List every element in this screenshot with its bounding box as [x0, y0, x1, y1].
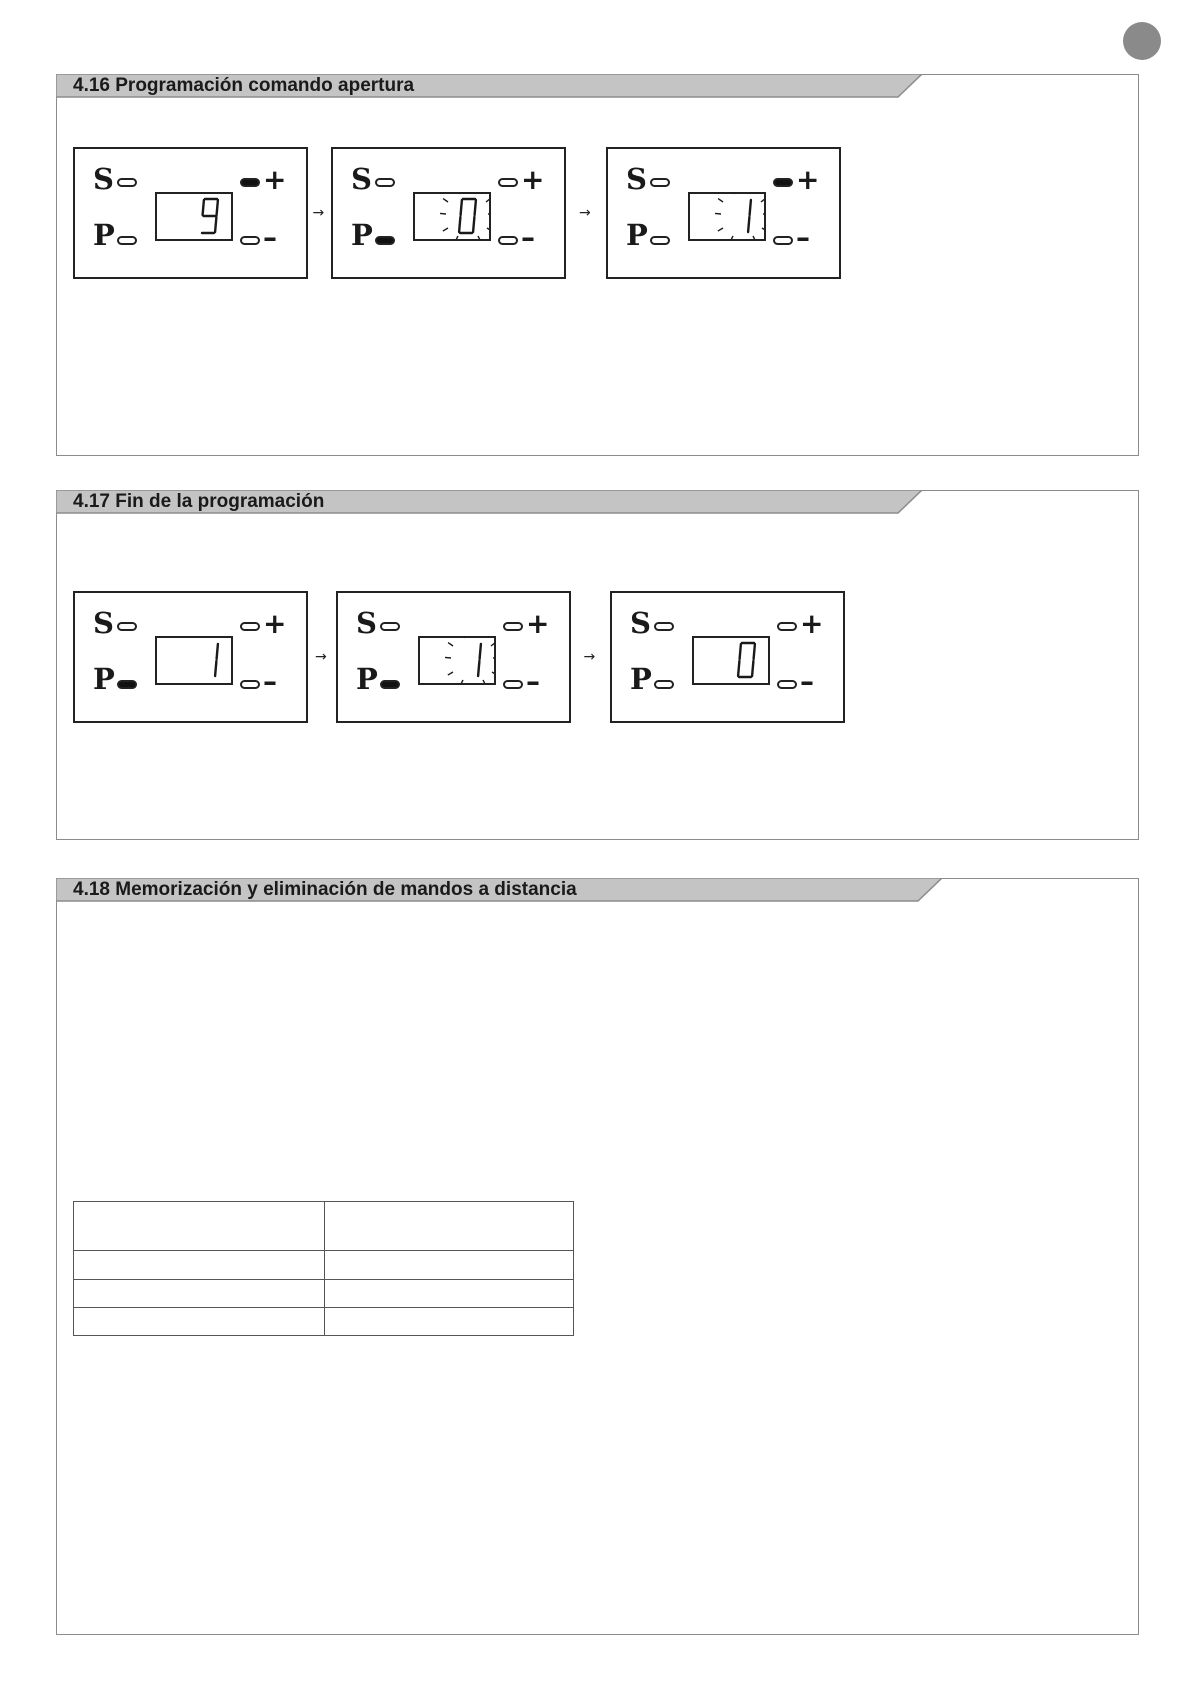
blink-ray	[448, 672, 453, 675]
plus-sign: +	[263, 607, 287, 640]
blink-ray	[448, 643, 453, 646]
section-title: 4.17 Fin de la programación	[73, 491, 325, 512]
blink-ray	[483, 680, 486, 683]
blink-ray	[715, 213, 721, 214]
table-cell	[74, 1251, 325, 1280]
s-label: S	[93, 162, 114, 196]
digit-segment-e	[459, 217, 460, 232]
flow-arrow: →	[312, 205, 325, 221]
display-screen	[155, 636, 233, 685]
blink-ray	[493, 657, 494, 658]
s-led	[117, 622, 137, 631]
section-title: 4.18 Memorización y eliminación de mandos a distancia	[73, 879, 577, 900]
plus-led	[777, 622, 797, 631]
minus-led	[503, 680, 523, 689]
control-panel	[73, 591, 308, 723]
blink-ray	[763, 213, 764, 214]
minus-sign: –	[800, 665, 814, 698]
table-header-row	[74, 1202, 574, 1251]
plus-sign: +	[263, 163, 287, 196]
table-cell	[74, 1308, 325, 1336]
control-panel	[336, 591, 571, 723]
plus-sign: +	[526, 607, 550, 640]
blink-ray	[753, 236, 756, 239]
digit-segment-f	[740, 644, 741, 659]
plus-sign: +	[796, 163, 820, 196]
seven-segment-digit	[420, 638, 494, 683]
seven-segment-digit	[157, 194, 231, 239]
flow-arrow: →	[315, 649, 327, 665]
s-led	[650, 178, 670, 187]
section-4-16	[56, 74, 1139, 456]
blink-ray	[492, 672, 494, 675]
blink-ray	[730, 236, 733, 239]
display-screen	[692, 636, 770, 685]
page-marker	[1123, 22, 1161, 60]
display-screen	[418, 636, 496, 685]
table-cell	[325, 1202, 574, 1251]
p-label: P	[351, 218, 373, 252]
p-led	[650, 236, 670, 245]
blink-ray	[443, 228, 448, 231]
digit-segment-f	[203, 200, 204, 215]
seven-segment-digit	[157, 638, 231, 683]
blink-ray	[440, 213, 446, 214]
table-cell	[325, 1308, 574, 1336]
blink-ray	[491, 642, 494, 646]
digit-segment-b	[754, 644, 755, 659]
table-row	[74, 1251, 574, 1280]
minus-sign: –	[263, 221, 277, 254]
remote-table	[73, 1201, 574, 1336]
digit-segment-c	[215, 217, 216, 232]
s-label: S	[93, 606, 114, 640]
minus-led	[773, 236, 793, 245]
seven-segment-digit	[415, 194, 489, 239]
display-screen	[413, 192, 491, 241]
minus-led	[498, 236, 518, 245]
p-led	[117, 236, 137, 245]
digit-segment-c	[473, 217, 474, 232]
section-4-18	[56, 878, 1139, 1635]
plus-sign: +	[800, 607, 824, 640]
digit-segment-b	[480, 644, 481, 659]
control-panel	[331, 147, 566, 279]
blink-ray	[487, 228, 489, 231]
table-cell	[74, 1280, 325, 1308]
digit-segment-f	[461, 200, 462, 215]
display-screen	[155, 192, 233, 241]
s-led	[117, 178, 137, 187]
blink-ray	[455, 236, 458, 239]
p-label: P	[356, 662, 378, 696]
display-screen	[688, 192, 766, 241]
control-panel	[606, 147, 841, 279]
p-label: P	[93, 218, 115, 252]
digit-segment-b	[217, 200, 218, 215]
flow-arrow: →	[583, 649, 596, 665]
table-row	[74, 1308, 574, 1336]
plus-sign: +	[521, 163, 545, 196]
digit-segment-c	[478, 661, 479, 676]
s-led	[654, 622, 674, 631]
minus-sign: –	[521, 221, 535, 254]
p-led	[380, 680, 400, 689]
table-cell	[325, 1280, 574, 1308]
blink-ray	[445, 657, 451, 658]
p-label: P	[93, 662, 115, 696]
blink-ray	[718, 228, 723, 231]
digit-segment-b	[217, 644, 218, 659]
s-label: S	[351, 162, 372, 196]
s-label: S	[626, 162, 647, 196]
plus-led	[503, 622, 523, 631]
minus-led	[777, 680, 797, 689]
blink-ray	[761, 198, 764, 202]
digit-segment-b	[475, 200, 476, 215]
minus-sign: –	[796, 221, 810, 254]
blink-ray	[762, 228, 764, 231]
control-panel	[610, 591, 845, 723]
minus-led	[240, 236, 260, 245]
plus-led	[240, 622, 260, 631]
table-cell	[74, 1202, 325, 1251]
section-title: 4.16 Programación comando apertura	[73, 75, 415, 96]
section-4-17	[56, 490, 1139, 840]
table-row	[74, 1280, 574, 1308]
blink-ray	[486, 198, 489, 202]
digit-segment-e	[738, 661, 739, 676]
p-label: P	[630, 662, 652, 696]
minus-sign: –	[263, 665, 277, 698]
control-panel	[73, 147, 308, 279]
digit-segment-c	[215, 661, 216, 676]
flow-arrow: →	[579, 205, 591, 221]
s-label: S	[630, 606, 651, 640]
minus-sign: –	[526, 665, 540, 698]
plus-led	[773, 178, 793, 187]
digit-segment-c	[748, 217, 749, 232]
s-led	[375, 178, 395, 187]
plus-led	[240, 178, 260, 187]
digit-segment-c	[752, 661, 753, 676]
blink-ray	[488, 213, 489, 214]
blink-ray	[478, 236, 481, 239]
blink-ray	[460, 680, 463, 683]
s-label: S	[356, 606, 377, 640]
plus-led	[498, 178, 518, 187]
digit-segment-b	[750, 200, 751, 215]
seven-segment-digit	[690, 194, 764, 239]
p-label: P	[626, 218, 648, 252]
s-led	[380, 622, 400, 631]
minus-led	[240, 680, 260, 689]
p-led	[375, 236, 395, 245]
blink-ray	[443, 199, 448, 202]
p-led	[117, 680, 137, 689]
p-led	[654, 680, 674, 689]
blink-ray	[718, 199, 723, 202]
seven-segment-digit	[694, 638, 768, 683]
table-cell	[325, 1251, 574, 1280]
